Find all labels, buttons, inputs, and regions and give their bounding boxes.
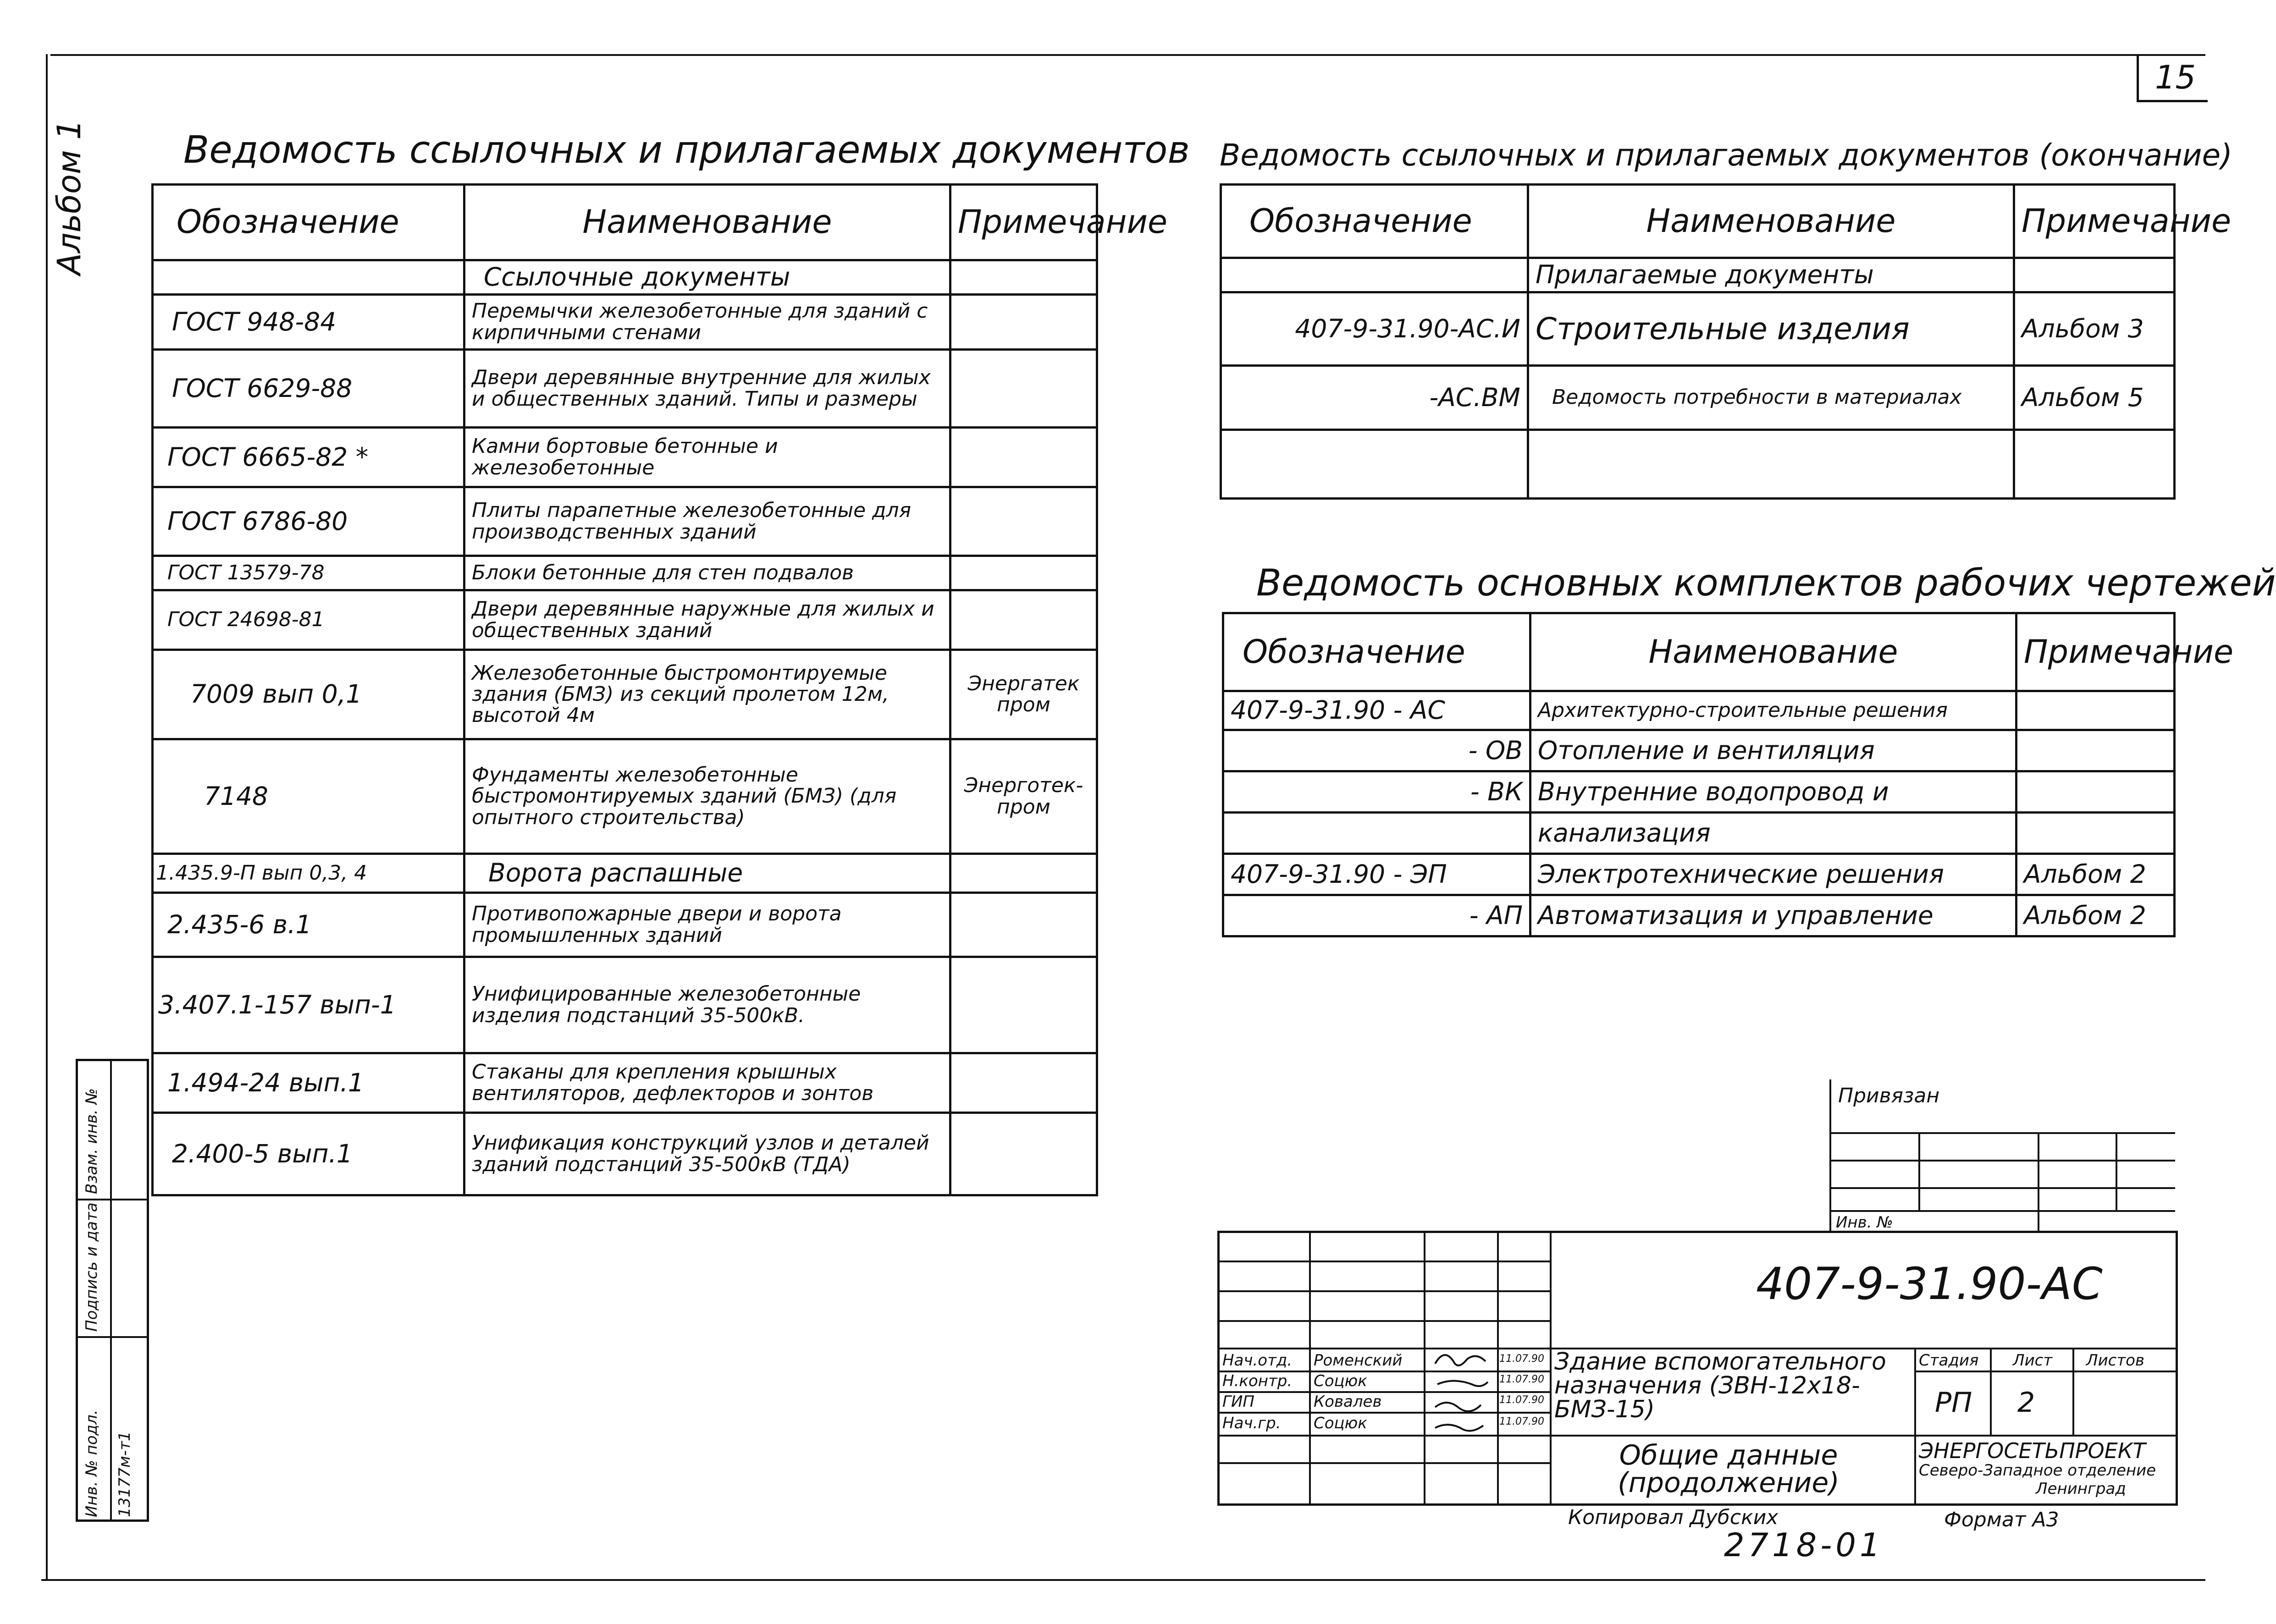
frame-bottom-line: [41, 1579, 2205, 1581]
table-row: ГОСТ 6629-88 Двери деревянные внутренние для жилых и общественных зданий. Типы и размеры: [153, 350, 1097, 428]
signer-name: Роменский: [1314, 1351, 1403, 1370]
side-stamp-inv-label: Инв. № подл.: [83, 1409, 101, 1517]
table-row: Ссылочные документы: [153, 260, 1097, 295]
signer-role: ГИП: [1222, 1393, 1254, 1411]
table-row: 1.494-24 вып.1 Стаканы для крепления крышных вентиляторов, дефлекторов и зонтов: [153, 1053, 1097, 1113]
org-city: Ленинград: [2036, 1480, 2126, 1498]
stage-value: РП: [1935, 1387, 1972, 1419]
table-row: 2.400-5 вып.1 Унификация конструкций узлов и деталей зданий подстанций 35-500кВ (ТДА): [153, 1113, 1097, 1195]
signer-role: Н.контр.: [1222, 1372, 1293, 1390]
table-row: 7148 Фундаменты железобетонные быстромонтируемых зданий (БМЗ) (для опытного строительства) Энерготек- пром: [153, 739, 1097, 854]
side-stamp-inv-value: 13177м-т1: [116, 1431, 134, 1517]
right-header-note: Примечание: [2014, 185, 2175, 258]
sheet-value: 2: [2017, 1387, 2035, 1419]
table-row: ГОСТ 6786-80 Плиты парапетные железобетонные для производственных зданий: [153, 487, 1097, 556]
page-number: 15: [2155, 59, 2196, 96]
table-row: - ВК Внутренние водопровод и: [1223, 771, 2175, 813]
left-table: [151, 183, 1168, 1196]
right-table-header: [1221, 185, 2175, 258]
stamp-sheet-title: Общие данные (продолжение): [1618, 1439, 1840, 1499]
table-row: Прилагаемые документы: [1221, 258, 2175, 292]
left-table-header: [153, 185, 1097, 260]
table-row: 1.435.9-П вып 0,3, 4 Ворота распашные: [153, 854, 1097, 893]
signer-name: Соцюк: [1314, 1414, 1367, 1432]
table-row: 407-9-31.90-АС.И Строительные изделия Альбом 3: [1221, 292, 2175, 366]
signer-role: Нач.отд.: [1222, 1351, 1293, 1370]
table-row: ГОСТ 13579-78 Блоки бетонные для стен подвалов: [153, 556, 1097, 590]
signer-name: Ковалев: [1314, 1393, 1382, 1411]
table-row: [1221, 430, 2175, 499]
binding-inv-label: Инв. №: [1836, 1213, 1893, 1232]
table-row: -АС.ВМ Ведомость потребности в материалах Альбом 5: [1221, 366, 2175, 430]
signer-date: 11.07.90: [1499, 1416, 1544, 1427]
right-table-title: Ведомость ссылочных и прилагаемых документов (окончание): [1220, 138, 2232, 173]
right-header-name: Наименование: [1528, 185, 2014, 258]
left-header-note: Примечание: [950, 185, 1097, 260]
sets-table-header: [1223, 613, 2175, 691]
right-table: [1220, 183, 2232, 500]
table-row: ГОСТ 6665-82 * Камни бортовые бетонные и железобетонные: [153, 428, 1097, 487]
table-row: 3.407.1-157 вып-1 Унифицированные железобетонные изделия подстанций 35-500кВ.: [153, 957, 1097, 1053]
doc-number: 2718-01: [1724, 1526, 1884, 1564]
table-row: 2.435-6 в.1 Противопожарные двери и ворота промышленных зданий: [153, 893, 1097, 957]
left-table-title: Ведомость ссылочных и прилагаемых документов: [183, 128, 1190, 172]
table-row: 407-9-31.90 - ЭП Электротехнические решения Альбом 2: [1223, 854, 2175, 895]
signer-date: 11.07.90: [1499, 1394, 1544, 1406]
table-row: - ОВ Отопление и вентиляция: [1223, 730, 2175, 771]
signer-role: Нач.гр.: [1222, 1414, 1281, 1432]
table-row: - АП Автоматизация и управление Альбом 2: [1223, 895, 2175, 936]
table-row: 407-9-31.90 - АС Архитектурно-строительные решения: [1223, 691, 2175, 730]
binding-block: [1829, 1079, 2175, 1233]
table-row: ГОСТ 24698-81 Двери деревянные наружные для жилых и общественных зданий: [153, 590, 1097, 650]
sheets-label: Листов: [2086, 1351, 2145, 1370]
album-label: Альбом 1: [50, 119, 88, 275]
side-stamp-sign-label: Подпись и дата: [83, 1202, 101, 1332]
stamp-code: 407-9-31.90-АС: [1756, 1258, 2103, 1310]
binding-label: Привязан: [1838, 1084, 1940, 1107]
sheet-label: Лист: [2013, 1351, 2053, 1370]
title-block: [1217, 1231, 2178, 1506]
signer-name: Соцюк: [1314, 1372, 1367, 1390]
org-branch: Северо-Западное отделение: [1919, 1461, 2156, 1480]
left-header-designation: Обозначение: [153, 185, 464, 260]
sets-header-designation: Обозначение: [1223, 613, 1530, 691]
stamp-object: Здание вспомогательного назначения (ЗВН-12х18-БМЗ-15): [1554, 1348, 1886, 1423]
sets-table: [1222, 612, 2234, 937]
table-row: канализация: [1223, 813, 2175, 854]
table-row: ГОСТ 948-84 Перемычки железобетонные для зданий с кирпичными стенами: [153, 295, 1097, 350]
copied-by: Копировал Дубских: [1568, 1506, 1779, 1529]
sets-header-note: Примечание: [2016, 613, 2175, 691]
signer-date: 11.07.90: [1499, 1374, 1544, 1385]
sets-header-name: Наименование: [1530, 613, 2016, 691]
frame-top-line: [50, 54, 2205, 56]
signer-date: 11.07.90: [1499, 1353, 1544, 1365]
side-stamp-replace-label: Взам. инв. №: [83, 1088, 101, 1194]
frame-left-line: [46, 54, 48, 1580]
table-row: 7009 вып 0,1 Железобетонные быстромонтируемые здания (БМЗ) из секций пролетом 12м, высотой 4м Энергатек пром: [153, 650, 1097, 739]
stage-label: Стадия: [1919, 1351, 1979, 1370]
sets-table-title: Ведомость основных комплектов рабочих чертежей: [1256, 562, 2276, 604]
format-label: Формат А3: [1944, 1508, 2059, 1531]
side-stamp: [76, 1059, 149, 1522]
left-header-name: Наименование: [464, 185, 950, 260]
org-name: ЭНЕРГОСЕТЬПРОЕКТ: [1919, 1438, 2146, 1463]
signature-marks: [1426, 1348, 1495, 1437]
right-header-designation: Обозначение: [1221, 185, 1528, 258]
